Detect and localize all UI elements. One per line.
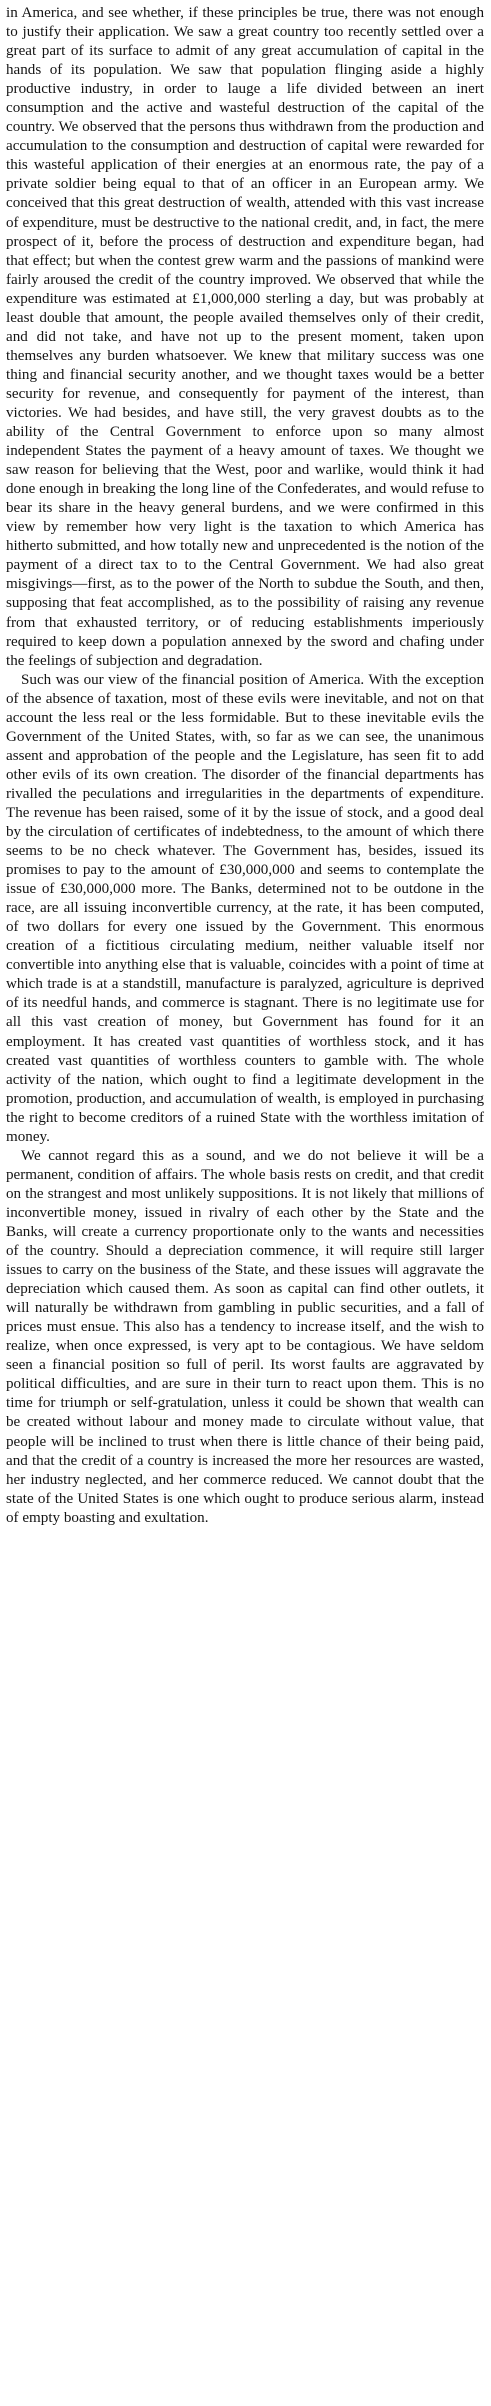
article-paragraph-1: in America, and see whether, if these principles be true, there was not enough to justify their application. We saw a great country too recently settled over a great part of its surface to admit of any great accumulation of capital in the hands of its population. We saw that population flinging aside a highly productive industry, in order to lauge a life divided between an inert consumption and the active and wasteful destruction of the capital of the country. We observed that the persons thus withdrawn from the production and accumulation to the consumption and destruction of capital were rewarded for this wasteful application of their energies at an enormous rate, the pay of a private soldier being equal to that of an officer in an European army. We conceived that this great destruction of wealth, attended with this vast increase of expenditure, must be destructive to the national credit, and, in fact, the mere prospect of it, before the process of destruction and expenditure began, had that effect; but when the contest grew warm and the passions of mankind were fairly aroused the credit of the country improved. We observed that while the expenditure was estimated at £1,000,000 sterling a day, but was probably at least double that amount, the people availed themselves only of their credit, and did not take, and have not up to the present moment, taken upon themselves any burden whatsoever. We knew that military success was one thing and financial security another, and we thought taxes would be a better security for revenue, and consequently for payment of the interest, than victories. We had besides, and have still, the very gravest doubts as to the ability of the Central Government to enforce upon so many almost independent States the payment of a heavy amount of taxes. We thought we saw reason for believing that the West, poor and warlike, would think it had done enough in breaking the long line of the Confederates, and would refuse to bear its share in the heavy general burdens, and we were confirmed in this view by remember how very light is the taxation to which America has hitherto submitted, and how totally new and unprecedented is the notion of the payment of a direct tax to to the Central Government. We had also great misgivings—first, as to the power of the North to subdue the South, and then, supposing that feat accomplished, as to the possibility of raising any revenue from that exhausted territory, or of reducing establishments imperiously required to keep down a population annexed by the sword and chafing under the feelings of subjection and degradation. xyxy=(6,5,484,669)
newspaper-column xyxy=(6,4,484,1528)
article-paragraph-3: We cannot regard this as a sound, and we do not believe it will be a permanent, condition of affairs. The whole basis rests on credit, and that credit on the strangest and most unlikely suppositions. It is not likely that millions of inconvertible money, issued in rivalry of each other by the State and the Banks, will create a currency proportionate only to the wants and necessities of the country. Should a depreciation commence, it will require still larger issues to carry on the business of the State, and these issues will aggravate the depreciation which caused them. As soon as capital can find other outlets, it will naturally be withdrawn from gambling in public securities, and a fall of prices must ensue. This also has a tendency to increase itself, and the wish to realize, when once expressed, is very apt to be contagious. We have seldom seen a financial position so full of peril. Its worst faults are aggravated by political difficulties, and are sure in their turn to react upon them. This is no time for triumph or self-gratulation, unless it could be shown that wealth can be created without labour and money made to circulate without value, that people will be inclined to trust when there is little chance of their being paid, and that the credit of a country is increased the more her resources are wasted, her industry neglected, and her commerce reduced. We cannot doubt that the state of the United States is one which ought to produce serious alarm, instead of empty boasting and exultation. xyxy=(6,1147,484,1526)
article-paragraph-2: Such was our view of the financial position of America. With the exception of the absence of taxation, most of these evils were inevitable, and not on that account the less real or the less formidable. But to these inevitable evils the Government of the United States, with, so far as we can see, the unanimous assent and approbation of the people and the Legislature, has seen fit to add other evils of its own creation. The disorder of the financial departments has rivalled the peculations and irregularities in the departments of expenditure. The revenue has been raised, some of it by the issue of stock, and a good deal by the circulation of certificates of indebtedness, to the amount of which there seems to be no check whatever. The Government has, besides, issued its promises to pay to the amount of £30,000,000 and seems to contemplate the issue of £30,000,000 more. The Banks, determined not to be outdone in the race, are all issuing inconvertible currency, at the rate, it has been computed, of two dollars for every one issued by the Government. This enormous creation of a fictitious circulating medium, neither valuable itself nor convertible into anything else that is valuable, coincides with a point of time at which trade is at a standstill, manufacture is paralyzed, agriculture is deprived of its needful hands, and commerce is stagnant. There is no legitimate use for all this vast creation of money, but Government has found for it an employment. It has created vast quantities of worthless stock, and it has created vast quantities of worthless counters to gamble with. The whole activity of the nation, which ought to find a legitimate development in the promotion, production, and accumulation of wealth, is employed in purchasing the right to become creditors of a ruined State with the worthless imitation of money. xyxy=(6,671,484,1145)
